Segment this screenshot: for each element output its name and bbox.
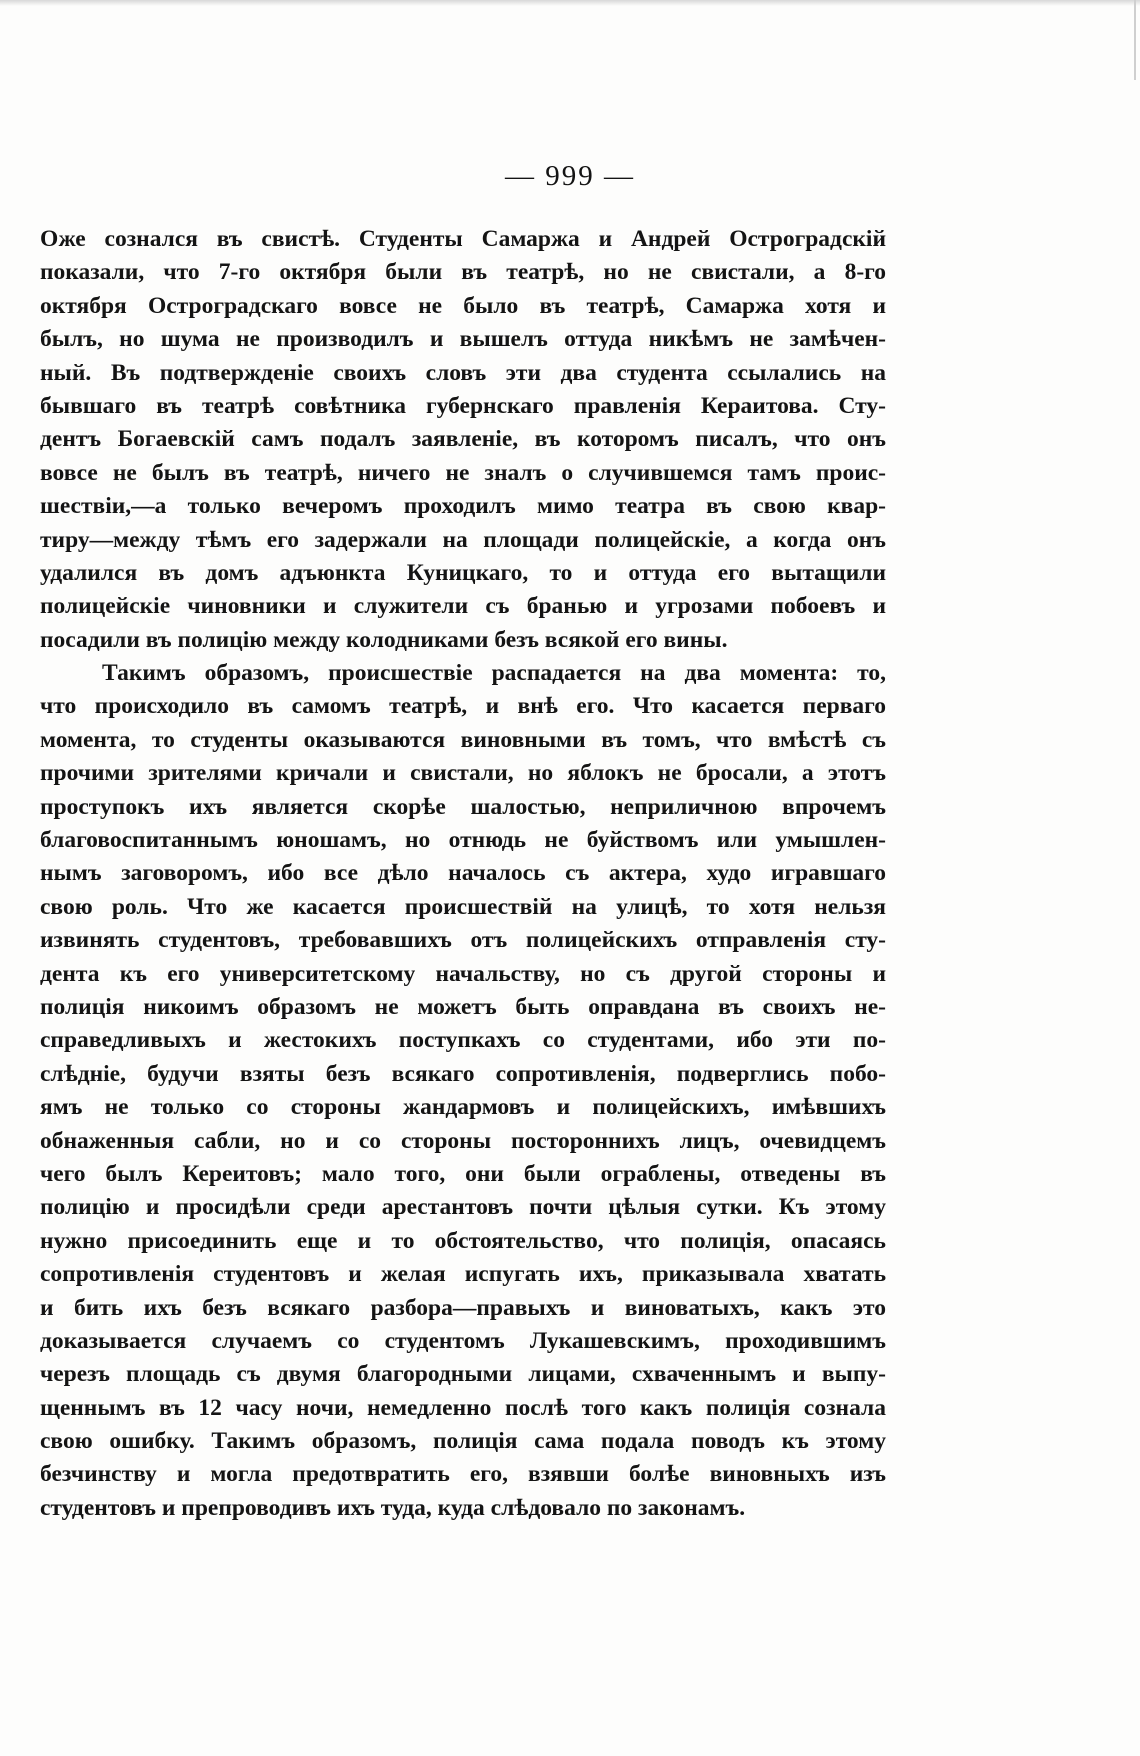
paragraph (40, 657, 886, 1525)
text-line: момента, то студенты оказываются виновными въ томъ, что вмѣстѣ съ (40, 726, 886, 753)
text-line: безчинству и могла предотвратить его, взявши болѣе виновныхъ изъ (40, 1461, 886, 1488)
text-line: бывшаго въ театрѣ совѣтника губернскаго правленія Кераитова. Сту- (40, 392, 886, 419)
text-line: удалился въ домъ адъюнкта Куницкаго, то и оттуда его вытащили (40, 559, 886, 586)
text-line: дента къ его университетскому начальству, но съ другой стороны и (40, 960, 886, 987)
text-line: тиру—между тѣмъ его задержали на площади полицейскіе, а когда онъ (40, 526, 886, 553)
text-line: черезъ площадь съ двумя благородными лицами, схваченнымъ и выпу- (40, 1361, 886, 1388)
text-line: Такимъ образомъ, происшествіе распадается на два момента: то, (102, 660, 886, 687)
text-line: свою роль. Что же касается происшествій на улицѣ, то хотя нельзя (40, 893, 886, 920)
text-line: посадили въ полицію между колодниками безъ всякой его вины. (40, 626, 728, 653)
scan-top-edge (0, 0, 1140, 6)
text-line: показали, что 7-го октября были въ театрѣ, но не свистали, а 8-го (40, 259, 886, 286)
text-line: полицейскіе чиновники и служители съ бранью и угрозами побоевъ и (40, 593, 886, 620)
text-line: октября Остроградскаго вовсе не было въ театрѣ, Самаржа хотя и (40, 292, 886, 319)
text-line: свою ошибку. Такимъ образомъ, полиція сама подала поводъ къ этому (40, 1428, 886, 1455)
body-text (40, 223, 886, 1525)
text-line: что происходило въ самомъ театрѣ, и внѣ его. Что касается перваго (40, 693, 886, 720)
text-line: извинять студентовъ, требовавшихъ отъ полицейскихъ отправленія сту- (40, 927, 886, 954)
text-line: нымъ заговоромъ, ибо все дѣло началось съ актера, худо игравшаго (40, 860, 886, 887)
text-line: сопротивленія студентовъ и желая испугать ихъ, приказывала хватать (40, 1261, 886, 1288)
text-line: щеннымъ въ 12 часу ночи, немедленно послѣ того какъ полиція сознала (40, 1394, 886, 1421)
text-line: слѣдніе, будучи взяты безъ всякаго сопротивленія, подверглись побо- (40, 1060, 886, 1087)
text-line: полицію и просидѣли среди арестантовъ почти цѣлыя сутки. Къ этому (40, 1194, 886, 1221)
text-line: и бить ихъ безъ всякаго разбора—правыхъ и виноватыхъ, какъ это (40, 1294, 886, 1321)
text-line: студентовъ и препроводивъ ихъ туда, куда слѣдовало по законамъ. (40, 1494, 746, 1521)
text-line: Оже сознался въ свистѣ. Студенты Самаржа и Андрей Остроградскій (40, 226, 886, 252)
paragraph (40, 223, 886, 657)
text-line: ямъ не только со стороны жандармовъ и полицейскихъ, имѣвшихъ (40, 1094, 886, 1121)
text-line: шествіи,—а только вечеромъ проходилъ мимо театра въ свою квар- (40, 493, 886, 520)
text-line: проступокъ ихъ является скорѣе шалостью, неприличною впрочемъ (40, 793, 886, 820)
text-line: чего былъ Кереитовъ; мало того, они были ограблены, отведены въ (40, 1160, 886, 1187)
page-number: — 999 — (505, 160, 635, 192)
text-line: нужно присоединить еще и то обстоятельство, что полиція, опасаясь (40, 1227, 886, 1254)
text-line: дентъ Богаевскій самъ подалъ заявленіе, въ которомъ писалъ, что онъ (40, 426, 886, 453)
text-line: доказывается случаемъ со студентомъ Лукашевскимъ, проходившимъ (40, 1327, 886, 1354)
text-line: полиція никоимъ образомъ не можетъ быть оправдана въ своихъ не- (40, 993, 886, 1020)
text-line: прочими зрителями кричали и свистали, но яблокъ не бросали, а этотъ (40, 760, 886, 787)
text-line: обнаженныя сабли, но и со стороны постороннихъ лицъ, очевидцемъ (40, 1127, 886, 1154)
text-line: справедливыхъ и жестокихъ поступкахъ со студентами, ибо эти по- (40, 1027, 886, 1054)
text-line: ный. Въ подтвержденіе своихъ словъ эти два студента ссылались на (40, 359, 886, 386)
scan-right-edge (1134, 0, 1136, 80)
text-line: благовоспитаннымъ юношамъ, но отнюдь не буйствомъ или умышлен- (40, 827, 886, 854)
text-line: вовсе не былъ въ театрѣ, ничего не зналъ о случившемся тамъ проис- (40, 459, 886, 486)
text-line: былъ, но шума не производилъ и вышелъ оттуда никѣмъ не замѣчен- (40, 326, 886, 353)
